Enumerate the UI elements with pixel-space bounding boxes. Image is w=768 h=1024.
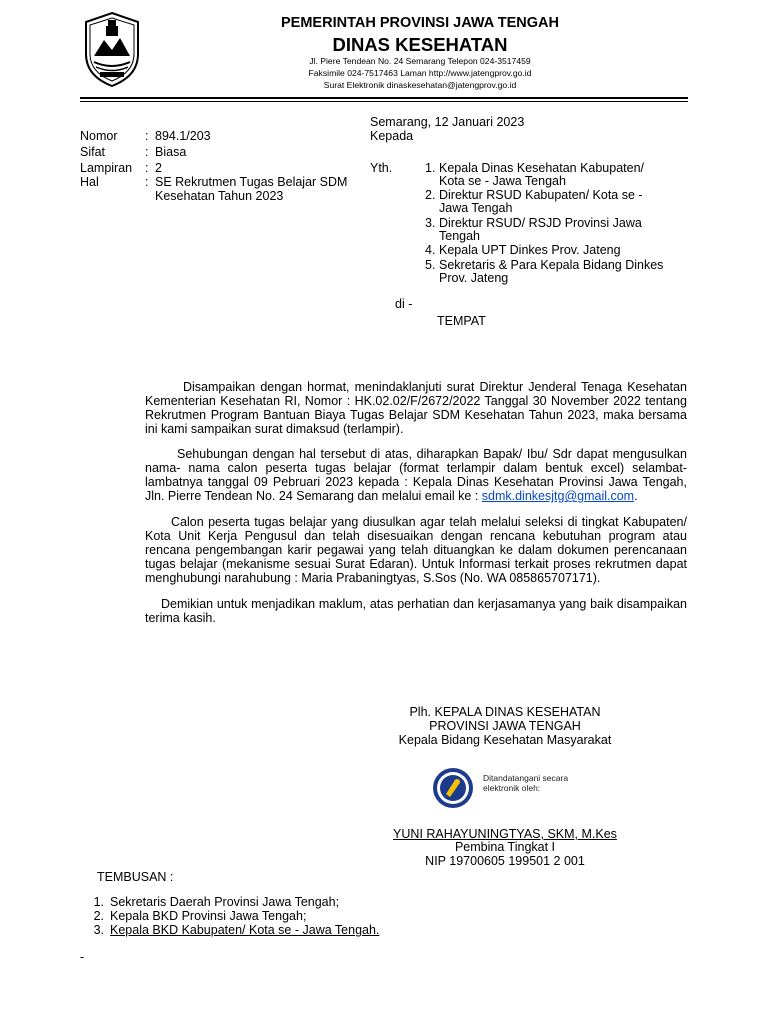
meta-sifat-value: Biasa <box>155 145 187 159</box>
recipient-number: 5. <box>425 258 436 272</box>
body-paragraph-2-text: Sehubungan dengan hal tersebut di atas, diharapkan Bapak/ Ibu/ Sdr dapat mengusulkan nama- nama calon peserta tugas belajar (format terlampir dalam bentuk excel) selambat-lambatnya tanggal 09 Pebruari 2023 kepada : Kepala Dinas Kesehatan Provinsi Jawa Tengah, Jln. Pierre Tendean No. 24 Semarang dan melalui email ke : <box>145 447 687 503</box>
meta-nomor-label: Nomor <box>80 129 118 143</box>
body-paragraph-2-end: . <box>634 489 638 503</box>
meta-hal-value: SE Rekrutmen Tugas Belajar SDM <box>155 175 348 189</box>
meta-hal-label: Hal <box>80 175 99 189</box>
recipient-line: Direktur RSUD/ RSJD Provinsi Jawa <box>439 216 642 230</box>
letterhead-fax-web: Faksimile 024-7517463 Laman http://www.jatengprov.go.id <box>308 68 532 78</box>
signature-title-3: Kepala Bidang Kesehatan Masyarakat <box>398 733 612 747</box>
meta-lampiran-value: 2 <box>155 161 162 175</box>
recipient-line-cont: Tengah <box>439 229 481 243</box>
body-paragraph-4: Demikian untuk menjadikan maklum, atas perhatian dan kerjasamanya yang baik disampaikan terima kasih. <box>145 597 687 625</box>
meta-sifat-label: Sifat <box>80 145 106 159</box>
meta-sifat-colon: : <box>145 145 149 159</box>
body-paragraph-1: Disampaikan dengan hormat, menindaklanjuti surat Direktur Jenderal Tenaga Kesehatan Kementerian Kesehatan RI, Nomor : HK.02.02/F/2672/2022 Tanggal 30 November 2022 tentang Rekrutmen Program Bantuan Biaya Tugas Belajar SDM Kesehatan Tahun 2023, maka bersama ini kami sampaikan surat dimaksud (terlampir). <box>145 380 687 436</box>
tembusan-number: 1. <box>93 895 104 909</box>
meta-nomor-colon: : <box>145 129 149 143</box>
esign-caption-2: elektronik oleh: <box>483 783 541 793</box>
recipient-number: 2. <box>425 188 436 202</box>
recipient-line: Kepala Dinas Kesehatan Kabupaten/ <box>439 161 645 175</box>
esign-caption-1: Ditandatangani secara <box>483 773 569 783</box>
tembusan-item: Sekretaris Daerah Provinsi Jawa Tengah; <box>110 895 340 909</box>
letterhead-rule-thick <box>80 97 688 99</box>
yth-label: Yth. <box>370 161 393 175</box>
tembusan-item: Kepala BKD Kabupaten/ Kota se - Jawa Tengah. <box>110 923 380 937</box>
contact-email-link[interactable]: sdmk.dinkesjtg@gmail.com <box>481 489 635 503</box>
meta-hal-colon: : <box>145 175 149 189</box>
signature-title-1: Plh. KEPALA DINAS KESEHATAN <box>409 705 601 719</box>
recipient-line: Kepala UPT Dinkes Prov. Jateng <box>439 243 621 257</box>
recipient-line: Direktur RSUD Kabupaten/ Kota se - <box>439 188 643 202</box>
signatory-name: YUNI RAHAYUNINGTYAS, SKM, M.Kes <box>393 827 617 841</box>
recipient-line-cont: Prov. Jateng <box>439 271 509 285</box>
meta-lampiran-colon: : <box>145 161 149 175</box>
body-paragraph-2 <box>145 447 687 503</box>
body-paragraph-3: Calon peserta tugas belajar yang diusulkan agar telah melalui seleksi di tingkat Kabupaten/ Kota Unit Kerja Pengusul dan telah disesuaikan dengan rencana kebutuhan program atau rencana pengembangan karir pegawai yang telah dituangkan ke dalam dokumen perencanaan tugas belajar (mekanisme sesuai Surat Edaran). Untuk Informasi terkait proses rekrutmen dapat menghubungi narahubung : Maria Prabaningtyas, S.Sos (No. WA 085865707171). <box>145 515 687 585</box>
letterhead-address: Jl. Piere Tendean No. 24 Semarang Telepon 024-3517459 <box>309 56 531 66</box>
tembusan-item: Kepala BKD Provinsi Jawa Tengah; <box>110 909 307 923</box>
provincial-emblem-logo <box>80 10 144 88</box>
signatory-rank: Pembina Tingkat I <box>454 840 556 854</box>
tembusan-number: 2. <box>93 909 104 923</box>
signatory-nip: NIP 19700605 199501 2 001 <box>425 854 585 868</box>
tembusan-title: TEMBUSAN : <box>97 870 174 884</box>
meta-hal-value-cont: Kesehatan Tahun 2023 <box>155 189 284 203</box>
meta-lampiran-label: Lampiran <box>80 161 133 175</box>
recipient-line-cont: Kota se - Jawa Tengah <box>439 174 566 188</box>
di-label: di - <box>395 297 413 311</box>
letterhead-agency-name: DINAS KESEHATAN <box>332 34 508 55</box>
signature-title-2: PROVINSI JAWA TENGAH <box>429 719 581 733</box>
tembusan-number: 3. <box>93 923 104 937</box>
recipient-line-cont: Jawa Tengah <box>439 201 513 215</box>
recipient-number: 3. <box>425 216 436 230</box>
recipient-number: 1. <box>425 161 436 175</box>
letterhead-government-name: PEMERINTAH PROVINSI JAWA TENGAH <box>281 15 559 31</box>
recipient-number: 4. <box>425 243 436 257</box>
letter-date: Semarang, 12 Januari 2023 <box>370 115 525 129</box>
letterhead-email: Surat Elektronik dinaskesehatan@jatengprov.go.id <box>323 80 517 90</box>
footer-dash: - <box>80 950 85 964</box>
meta-nomor-value: 894.1/203 <box>155 129 211 143</box>
recipient-line: Sekretaris & Para Kepala Bidang Dinkes <box>439 258 664 272</box>
kepada-label: Kepada <box>370 129 414 143</box>
tempat-label: TEMPAT <box>437 314 486 328</box>
letterhead-rule-thin <box>80 101 688 102</box>
